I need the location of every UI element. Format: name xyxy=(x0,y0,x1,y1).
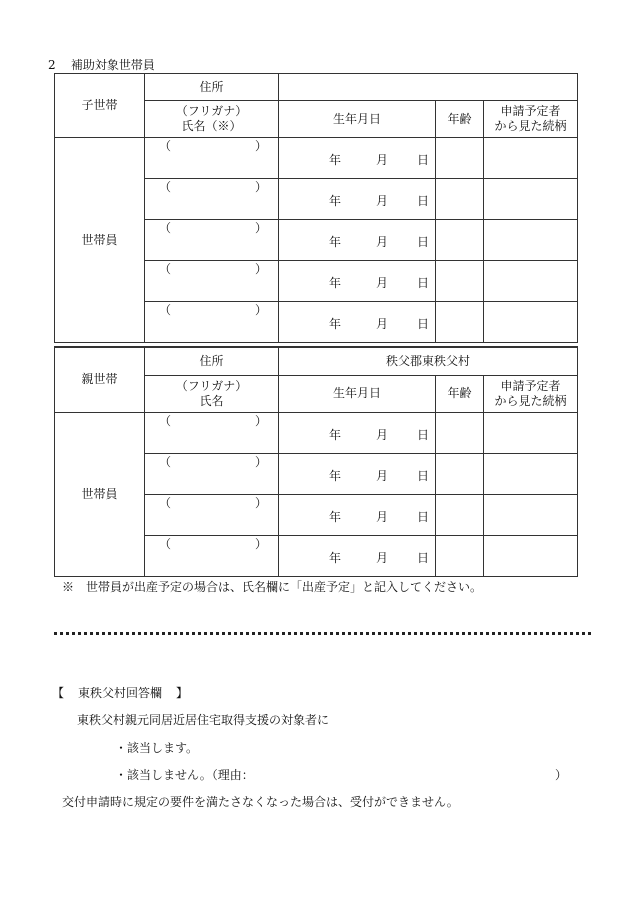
answer-footer: 交付申請時に規定の要件を満たさなくなった場合は、受付ができません。 xyxy=(62,795,459,809)
child-address-label: 住所 xyxy=(145,74,279,101)
child-age-header: 年齢 xyxy=(436,101,484,138)
paren-open: （ xyxy=(159,262,172,276)
paren-close: ） xyxy=(255,454,268,469)
paren-open: （ xyxy=(159,139,172,153)
member-age-field[interactable] xyxy=(436,179,484,220)
member-relation-field[interactable] xyxy=(484,535,578,576)
child-relation-label-2: から見た続柄 xyxy=(494,119,567,133)
member-name-field[interactable] xyxy=(145,535,279,576)
paren-close: ） xyxy=(255,413,268,428)
parent-name-header xyxy=(145,375,279,412)
answer-lead: 東秩父村親元同居近居住宅取得支援の対象者に xyxy=(77,713,330,727)
child-address-field[interactable] xyxy=(279,74,578,101)
day-label: 日 xyxy=(417,509,430,524)
child-household-table xyxy=(54,73,578,343)
day-label: 日 xyxy=(417,427,430,442)
dotted-separator xyxy=(54,632,591,635)
child-household-label: 子世帯 xyxy=(55,74,145,138)
month-label: 月 xyxy=(376,316,389,331)
reason-close-paren: ） xyxy=(555,768,568,782)
parent-birth-header: 生年月日 xyxy=(279,375,436,412)
member-age-field[interactable] xyxy=(436,494,484,535)
table-row xyxy=(55,412,578,453)
month-label: 月 xyxy=(376,234,389,249)
month-label: 月 xyxy=(376,468,389,483)
member-name-field[interactable] xyxy=(145,179,279,220)
day-label: 日 xyxy=(417,152,430,167)
member-name-field[interactable] xyxy=(145,412,279,453)
member-birth-field[interactable] xyxy=(279,261,436,302)
year-label: 年 xyxy=(329,509,342,524)
member-relation-field[interactable] xyxy=(484,261,578,302)
member-age-field[interactable] xyxy=(436,261,484,302)
bracket-close: 】 xyxy=(176,686,189,700)
parent-household-label: 親世帯 xyxy=(55,347,145,412)
year-label: 年 xyxy=(329,234,342,249)
paren-open: （ xyxy=(159,454,172,469)
paren-close: ） xyxy=(255,536,268,551)
child-members-label: 世帯員 xyxy=(55,138,145,343)
option-not-applicable[interactable]: ・該当しません。（理由： xyxy=(115,768,254,782)
table-row xyxy=(55,138,578,179)
option-applicable[interactable]: ・該当します。 xyxy=(115,741,199,755)
child-name-header xyxy=(145,101,279,138)
year-label: 年 xyxy=(329,275,342,290)
year-label: 年 xyxy=(329,468,342,483)
year-label: 年 xyxy=(329,550,342,565)
member-relation-field[interactable] xyxy=(484,494,578,535)
member-name-field[interactable] xyxy=(145,494,279,535)
day-label: 日 xyxy=(417,550,430,565)
month-label: 月 xyxy=(376,427,389,442)
child-name-label: 氏名（※） xyxy=(181,119,242,133)
member-age-field[interactable] xyxy=(436,535,484,576)
member-age-field[interactable] xyxy=(436,412,484,453)
parent-relation-header xyxy=(484,375,578,412)
member-relation-field[interactable] xyxy=(484,138,578,179)
child-birth-header: 生年月日 xyxy=(279,101,436,138)
parent-address-field[interactable]: 秩父郡東秩父村 xyxy=(279,347,578,375)
member-name-field[interactable] xyxy=(145,261,279,302)
paren-close: ） xyxy=(255,139,268,153)
month-label: 月 xyxy=(376,152,389,167)
year-label: 年 xyxy=(329,427,342,442)
paren-open: （ xyxy=(159,495,172,510)
member-birth-field[interactable] xyxy=(279,220,436,261)
member-relation-field[interactable] xyxy=(484,453,578,494)
answer-section-heading xyxy=(52,684,188,701)
parent-relation-label-2: から見た続柄 xyxy=(494,393,567,408)
year-label: 年 xyxy=(329,316,342,331)
paren-open: （ xyxy=(159,536,172,551)
parent-kana-label: （フリガナ） xyxy=(175,378,248,393)
paren-close: ） xyxy=(255,221,268,235)
parent-name-label: 氏名 xyxy=(199,393,224,408)
paren-close: ） xyxy=(255,180,268,194)
parent-members-label: 世帯員 xyxy=(55,412,145,576)
paren-close: ） xyxy=(255,303,268,317)
month-label: 月 xyxy=(376,275,389,290)
member-relation-field[interactable] xyxy=(484,179,578,220)
answer-title: 東秩父村回答欄 xyxy=(78,686,163,700)
child-relation-label-1: 申請予定者 xyxy=(500,104,561,118)
paren-close: ） xyxy=(255,495,268,510)
member-name-field[interactable] xyxy=(145,138,279,179)
paren-open: （ xyxy=(159,180,172,194)
year-label: 年 xyxy=(329,152,342,167)
member-birth-field[interactable] xyxy=(279,453,436,494)
day-label: 日 xyxy=(417,275,430,290)
parent-address-label: 住所 xyxy=(145,347,279,375)
member-birth-field[interactable] xyxy=(279,535,436,576)
section-title-text: 補助対象世帯員 xyxy=(70,58,155,72)
member-name-field[interactable] xyxy=(145,453,279,494)
member-name-field[interactable] xyxy=(145,302,279,343)
parent-age-header: 年齢 xyxy=(436,375,484,412)
member-birth-field[interactable] xyxy=(279,179,436,220)
paren-open: （ xyxy=(159,221,172,235)
member-age-field[interactable] xyxy=(436,302,484,343)
paren-open: （ xyxy=(159,303,172,317)
child-kana-label: （フリガナ） xyxy=(175,104,248,118)
day-label: 日 xyxy=(417,316,430,331)
month-label: 月 xyxy=(376,550,389,565)
section-number: 2 xyxy=(48,58,56,72)
member-birth-field[interactable] xyxy=(279,302,436,343)
member-age-field[interactable] xyxy=(436,220,484,261)
member-relation-field[interactable] xyxy=(484,412,578,453)
member-name-field[interactable] xyxy=(145,220,279,261)
day-label: 日 xyxy=(417,234,430,249)
paren-open: （ xyxy=(159,413,172,428)
day-label: 日 xyxy=(417,468,430,483)
member-relation-field[interactable] xyxy=(484,220,578,261)
child-relation-header xyxy=(484,101,578,138)
day-label: 日 xyxy=(417,193,430,208)
month-label: 月 xyxy=(376,193,389,208)
year-label: 年 xyxy=(329,193,342,208)
member-birth-field[interactable] xyxy=(279,494,436,535)
member-birth-field[interactable] xyxy=(279,412,436,453)
paren-close: ） xyxy=(255,262,268,276)
expected-birth-note: ※ 世帯員が出産予定の場合は、氏名欄に「出産予定」と記入してください。 xyxy=(62,580,483,594)
month-label: 月 xyxy=(376,509,389,524)
parent-household-table xyxy=(54,346,578,577)
bracket-open: 【 xyxy=(52,686,65,700)
member-birth-field[interactable] xyxy=(279,138,436,179)
parent-relation-label-1: 申請予定者 xyxy=(500,378,561,393)
section-title xyxy=(48,57,155,73)
member-age-field[interactable] xyxy=(436,453,484,494)
member-relation-field[interactable] xyxy=(484,302,578,343)
member-age-field[interactable] xyxy=(436,138,484,179)
